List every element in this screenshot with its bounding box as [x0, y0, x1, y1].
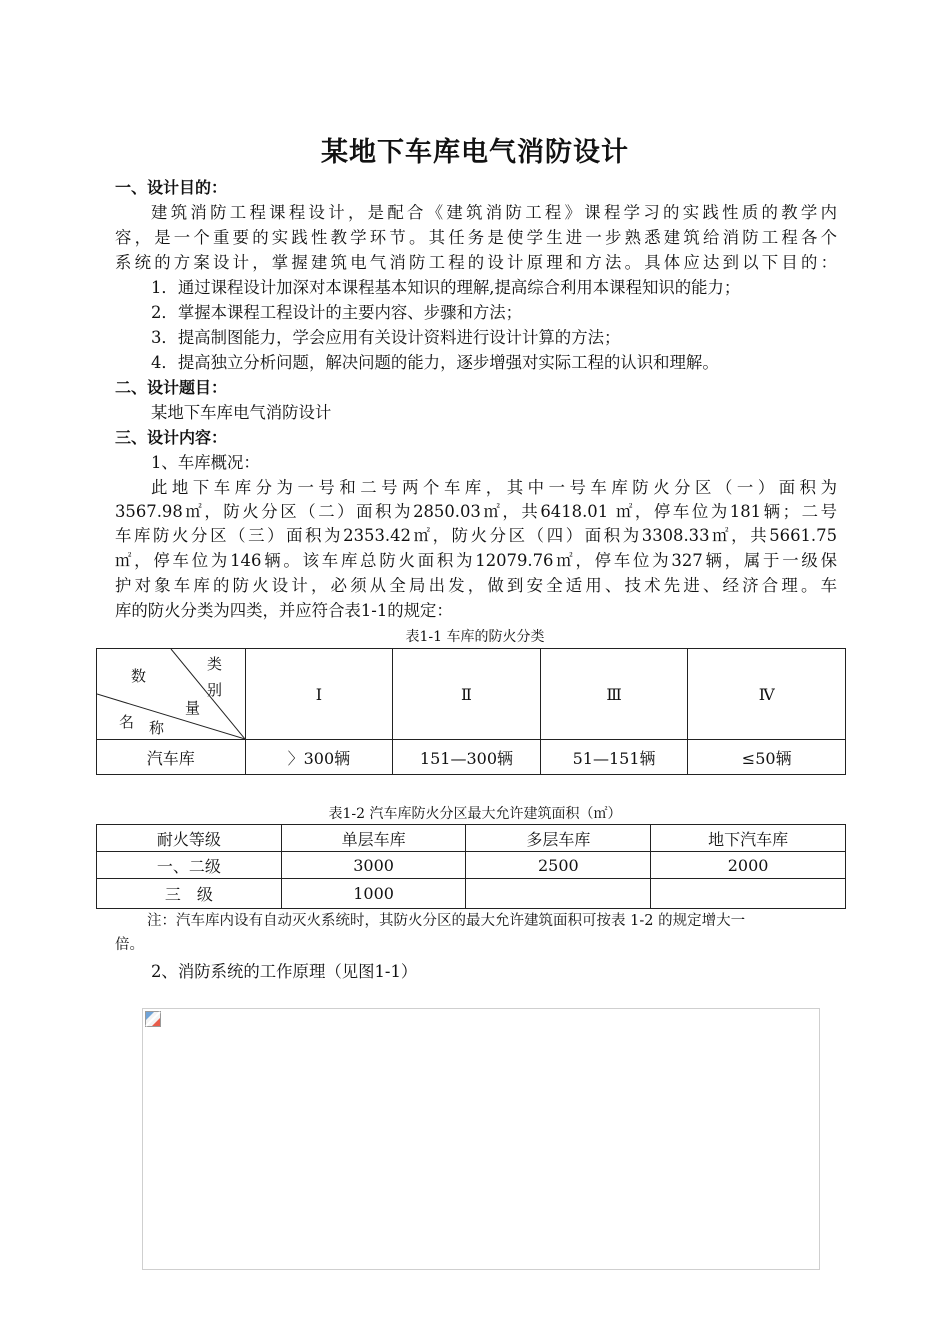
section1-item: 4．提高独立分析问题，解决问题的能力，逐步增强对实际工程的认识和理解。 [151, 353, 719, 372]
section2-body: 某地下车库电气消防设计 [151, 403, 332, 422]
table1 [96, 648, 846, 775]
section3-sub1: 1、车库概况： [151, 453, 260, 472]
section1-heading: 一、设计目的： [115, 178, 228, 197]
page-title: 某地下车库电气消防设计 [321, 137, 629, 168]
section2-heading: 二、设计题目： [115, 378, 228, 397]
section1-item: 1．通过课程设计加深对本课程基本知识的理解,提高综合利用本课程知识的能力； [151, 278, 741, 297]
section1-item: 3．提高制图能力，学会应用有关设计资料进行设计计算的方法； [151, 328, 621, 347]
table1-cell: 〉300辆 [245, 740, 393, 775]
section3-para-line: 护对象车库的防火设计，必须从全局出发，做到安全适用、技术先进、经济合理。车 [115, 576, 837, 595]
section3-para-line: 车库防火分区（三）面积为2353.42㎡，防火分区（四）面积为3308.33㎡，共5661.75 [115, 526, 837, 545]
table1-caption: 表1-1 车库的防火分类 [405, 629, 545, 645]
table1-cell: 51—151辆 [540, 740, 688, 775]
table2-cell: 3000 [281, 852, 466, 879]
section3-para-line: 3567.98㎡，防火分区（二）面积为2850.03㎡，共6418.01 ㎡，停车位为181辆；二号 [115, 502, 837, 521]
table2-header-cell: 单层车库 [281, 825, 466, 852]
table2-cell [651, 879, 846, 909]
section3-sub2: 2、消防系统的工作原理（见图1-1） [151, 962, 418, 981]
table2-cell: 1000 [281, 879, 466, 909]
diag-label-ming: 名 [119, 713, 135, 731]
section3-para-line: 此地下车库分为一号和二号两个车库，其中一号车库防火分区（一）面积为 [151, 478, 837, 497]
table1-header-cell: Ⅰ [245, 649, 393, 740]
figure-1-1-placeholder [142, 1008, 820, 1270]
table1-header-cell: Ⅳ [688, 649, 846, 740]
table2-cell: 一、二级 [97, 852, 282, 879]
table2-header-cell: 多层车库 [466, 825, 651, 852]
note-line: 注：汽车库内设有自动灭火系统时，其防火分区的最大允许建筑面积可按表 1-2 的规定增大一 [147, 913, 746, 929]
diag-label-bie: 别 [207, 681, 223, 699]
section1-item: 2．掌握本课程工程设计的主要内容、步骤和方法； [151, 303, 523, 322]
table1-cell: ≤50辆 [688, 740, 846, 775]
table2-header-cell: 地下汽车库 [651, 825, 846, 852]
section3-para-line: ㎡，停车位为146辆。该车库总防火面积为12079.76㎡，停车位为327辆，属于一级保 [115, 551, 837, 570]
section3-para-line: 库的防火分类为四类，并应符合表1-1的规定： [115, 601, 453, 620]
diag-label-liang: 量 [185, 699, 201, 717]
table2-cell: 2500 [466, 852, 651, 879]
diag-label-lei: 类 [207, 655, 223, 673]
section3-heading: 三、设计内容： [115, 428, 228, 447]
broken-image-icon [145, 1011, 161, 1027]
note-line: 倍。 [115, 937, 144, 953]
table1-header-cell: Ⅱ [393, 649, 541, 740]
table2-cell [466, 879, 651, 909]
diag-label-shu: 数 [131, 667, 147, 685]
table2-cell: 三 级 [97, 879, 282, 909]
section1-para-line: 系统的方案设计，掌握建筑电气消防工程的设计原理和方法。具体应达到以下目的： [115, 253, 837, 272]
table1-header-cell: Ⅲ [540, 649, 688, 740]
table1-cell: 151—300辆 [393, 740, 541, 775]
section1-para-line: 容，是一个重要的实践性教学环节。其任务是使学生进一步熟悉建筑给消防工程各个 [115, 228, 837, 247]
table1-row-label: 汽车库 [97, 740, 246, 775]
table2-cell: 2000 [651, 852, 846, 879]
table2-caption: 表1-2 汽车库防火分区最大允许建筑面积（㎡） [328, 806, 622, 822]
section1-para-line: 建筑消防工程课程设计，是配合《建筑消防工程》课程学习的实践性质的教学内 [151, 203, 837, 222]
table2-header-cell: 耐火等级 [97, 825, 282, 852]
table1-diagonal-header [97, 649, 246, 740]
table2 [96, 824, 846, 909]
diag-label-cheng: 称 [149, 719, 165, 737]
